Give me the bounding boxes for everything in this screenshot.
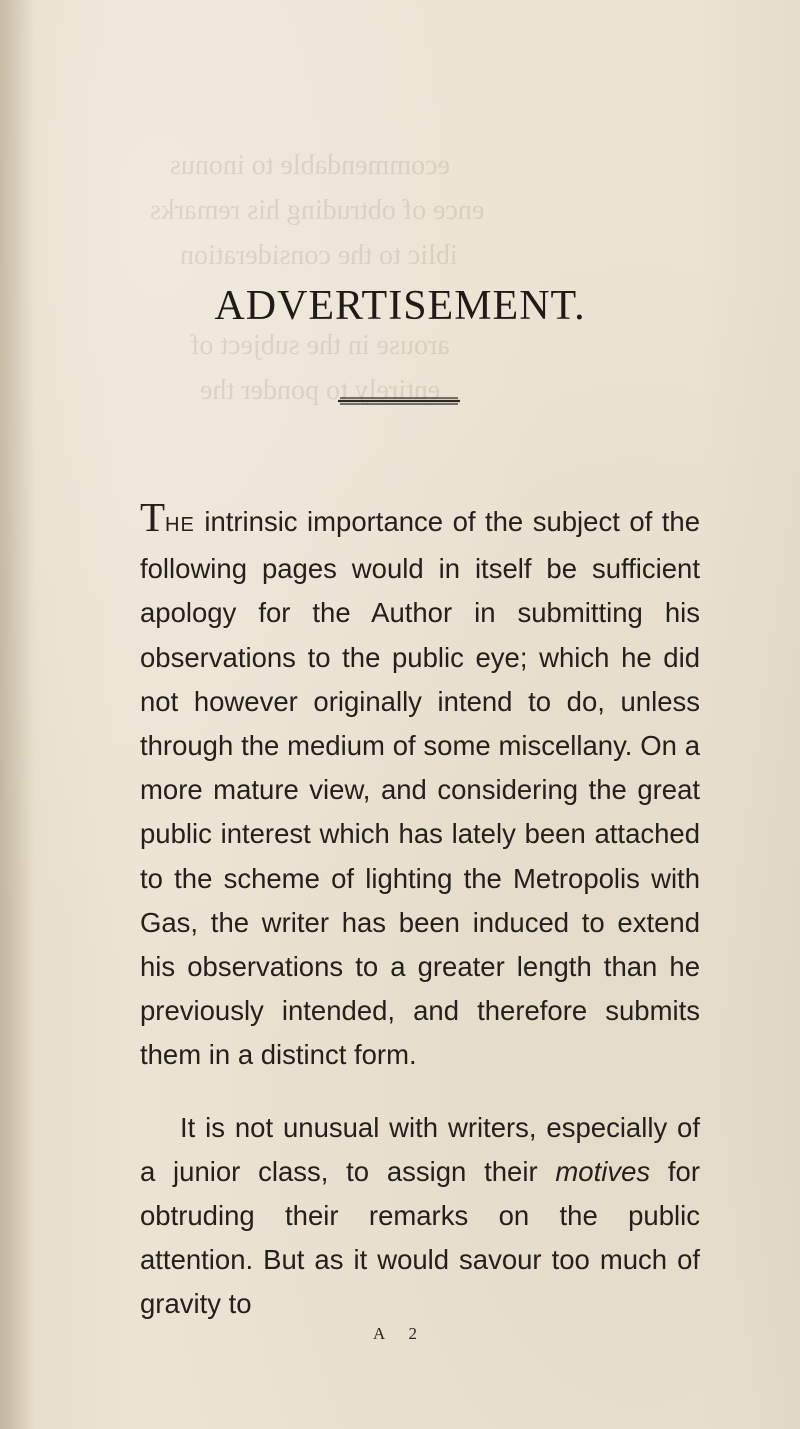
page-gutter-shadow xyxy=(0,0,35,1429)
show-through-text: iblic to the consideration xyxy=(180,240,458,271)
small-caps-text: HE xyxy=(165,514,195,536)
paragraph-2-text-before: It is not unusual with writers, especially of a junior class, to assign their xyxy=(140,1111,700,1187)
page-signature: A 2 xyxy=(372,1324,428,1343)
paragraph-1 xyxy=(140,494,700,1078)
paragraph-2 xyxy=(140,1106,700,1327)
body-text xyxy=(140,494,701,1354)
show-through-text: ence of obtruding his remarks xyxy=(150,195,485,226)
show-through-text: arouse in the subject of xyxy=(190,330,450,361)
paragraph-1-text: intrinsic importance of the subject of the following pages would in itself be sufficient apology for the Author in submitting his observations to the public eye; which he did not however originally intend to do, unless through the medium of some miscellany. On a more mature view, and considering the great public interest which has lately been attached to the scheme of lighting the Metropolis with Gas, the writer has been induced to extend his observations to a greater length than he previously intended, and therefore submits them in a distinct form. xyxy=(140,506,700,1071)
page-heading: ADVERTISEMENT. xyxy=(214,283,586,329)
show-through-text: ecommendable to inonus xyxy=(170,150,450,181)
paragraph-2-text-after: for obtruding their remarks on the public attention. But as it would savour too much of gravity to xyxy=(140,1155,701,1320)
drop-letter: T xyxy=(140,494,166,540)
italic-word: motives xyxy=(555,1155,651,1187)
show-through-text: entirely to ponder the xyxy=(200,375,441,406)
ornamental-rule xyxy=(338,395,460,407)
